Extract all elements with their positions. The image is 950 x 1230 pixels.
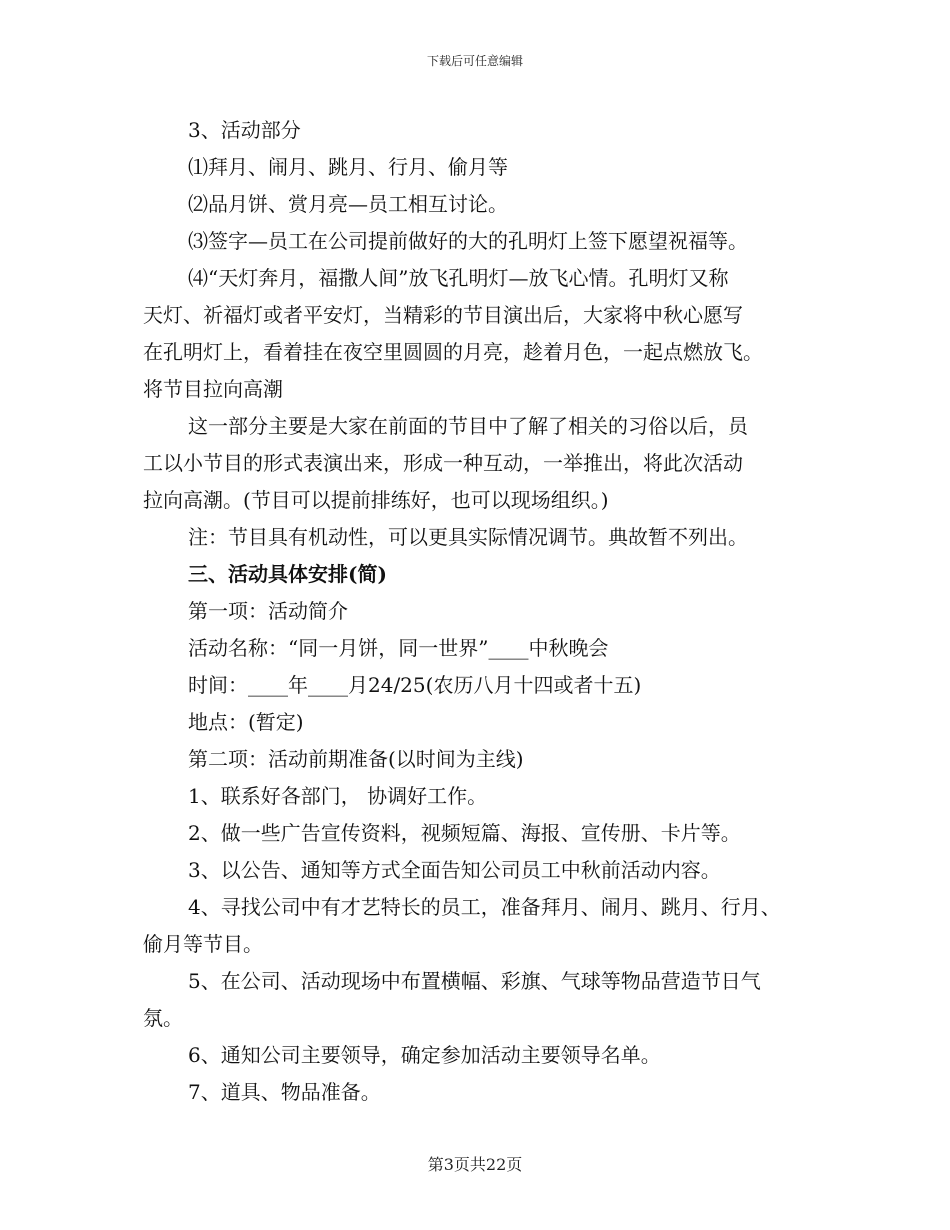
page-footer: 第3页共22页 xyxy=(427,1155,523,1174)
text-line: 5、在公司、活动现场中布置横幅、彩旗、气球等物品营造节日气 xyxy=(188,969,761,993)
text-line: 7、道具、物品准备。 xyxy=(188,1080,381,1104)
text-line: 这一部分主要是大家在前面的节目中了解了相关的习俗以后，员 xyxy=(188,414,748,438)
text-line: 工以小节目的形式表演出来，形成一种互动，一举推出，将此次活动 xyxy=(143,451,743,475)
text-line: 6、通知公司主要领导，确定参加活动主要领导名单。 xyxy=(188,1043,661,1067)
text-line: 在孔明灯上，看着挂在夜空里圆圆的月亮，趁着月色，一起点燃放飞。 xyxy=(143,340,763,364)
text-line: 地点：(暂定) xyxy=(188,710,304,734)
text-line: ⑷“天灯奔月，福撒人间”放飞孔明灯—放飞心情。孔明灯又称 xyxy=(188,266,729,290)
text-line: 注：节目具有机动性，可以更具实际情况调节。典故暂不列出。 xyxy=(188,525,748,549)
text-line: 4、寻找公司中有才艺特长的员工，准备拜月、闹月、跳月、行月、 xyxy=(188,895,781,919)
text-line: 第一项：活动简介 xyxy=(188,599,348,623)
text-line: 第二项：活动前期准备(以时间为主线) xyxy=(188,747,524,771)
text-line: ⑴拜月、闹月、跳月、行月、偷月等 xyxy=(188,155,508,179)
text-line: 3、以公告、通知等方式全面告知公司员工中秋前活动内容。 xyxy=(188,858,721,882)
text-line: 天灯、祈福灯或者平安灯，当精彩的节目演出后，大家将中秋心愿写 xyxy=(143,303,743,327)
text-line: 拉向高潮。(节目可以提前排练好，也可以现场组织。) xyxy=(143,488,609,512)
text-line: 1、联系好各部门， 协调好工作。 xyxy=(188,784,488,808)
text-line: 将节目拉向高潮 xyxy=(143,377,283,401)
text-line: 偷月等节目。 xyxy=(143,932,263,956)
text-line: 时间：____年____月24/25(农历八月十四或者十五) xyxy=(188,673,642,697)
text-line: ⑶签字—员工在公司提前做好的大的孔明灯上签下愿望祝福等。 xyxy=(188,229,748,253)
text-line: 2、做一些广告宣传资料，视频短篇、海报、宣传册、卡片等。 xyxy=(188,821,741,845)
text-line: 氛。 xyxy=(143,1006,183,1030)
page-header: 下载后可任意编辑 xyxy=(426,54,523,68)
text-line: 活动名称：“同一月饼，同一世界”____中秋晚会 xyxy=(188,636,609,660)
section-heading: 三、活动具体安排(简) xyxy=(188,562,387,586)
text-line: 3、活动部分 xyxy=(188,118,301,142)
document-body xyxy=(143,112,808,1111)
text-line: ⑵品月饼、赏月亮—员工相互讨论。 xyxy=(188,192,508,216)
